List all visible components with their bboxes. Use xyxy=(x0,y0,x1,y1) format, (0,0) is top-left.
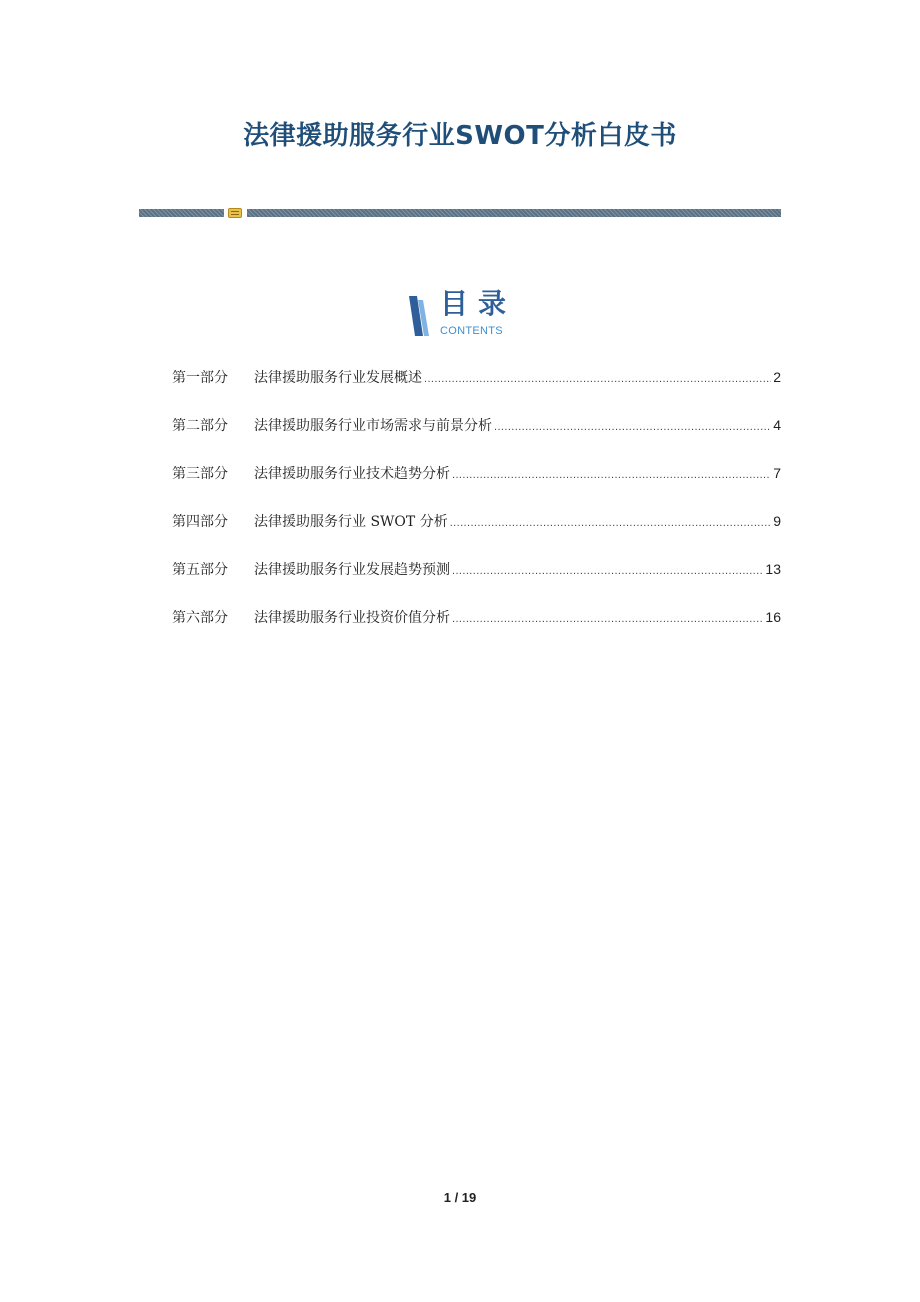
toc-dot-leader xyxy=(494,415,771,439)
toc-dot-leader xyxy=(452,559,763,583)
toc-entry-part: 第二部分 xyxy=(172,418,228,434)
toc-heading: 目录 xyxy=(440,287,517,320)
toc-entry-part: 第三部分 xyxy=(172,466,228,482)
toc-entry-title: 法律援助服务行业发展概述 xyxy=(254,370,422,386)
title-divider-right xyxy=(247,209,781,217)
toc-entry-part: 第六部分 xyxy=(172,610,228,626)
table-of-contents xyxy=(172,365,781,653)
toc-entry[interactable] xyxy=(172,557,781,581)
toc-dot-leader xyxy=(452,463,771,487)
toc-entry[interactable] xyxy=(172,605,781,629)
toc-entry[interactable] xyxy=(172,365,781,389)
toc-entry-page: 16 xyxy=(765,609,781,625)
page-number: 1 / 19 xyxy=(443,1190,477,1205)
toc-entry-part: 第一部分 xyxy=(172,370,228,386)
toc-entry[interactable] xyxy=(172,413,781,437)
toc-entry-title: 法律援助服务行业 SWOT 分析 xyxy=(254,514,448,530)
toc-entry-title: 法律援助服务行业市场需求与前景分析 xyxy=(254,418,492,434)
title-divider-left xyxy=(139,209,224,217)
toc-entry[interactable] xyxy=(172,461,781,485)
toc-entry-title: 法律援助服务行业投资价值分析 xyxy=(254,610,450,626)
toc-entry-page: 7 xyxy=(773,465,781,481)
toc-dot-leader xyxy=(452,607,763,631)
toc-dot-leader xyxy=(424,367,771,391)
toc-entry-title: 法律援助服务行业技术趋势分析 xyxy=(254,466,450,482)
toc-entry-page: 2 xyxy=(773,369,781,385)
toc-dot-leader xyxy=(450,511,772,535)
book-icon xyxy=(228,208,242,218)
toc-subheading: CONTENTS xyxy=(440,325,503,337)
toc-bookmark-icon xyxy=(408,296,430,336)
toc-entry-part: 第五部分 xyxy=(172,562,228,578)
toc-entry-page: 13 xyxy=(765,561,781,577)
toc-entry-title: 法律援助服务行业发展趋势预测 xyxy=(254,562,450,578)
toc-entry[interactable] xyxy=(172,509,781,533)
document-title: 法律援助服务行业SWOT分析白皮书 xyxy=(243,121,677,151)
toc-entry-page: 4 xyxy=(773,417,781,433)
toc-entry-part: 第四部分 xyxy=(172,514,228,530)
toc-entry-page: 9 xyxy=(773,513,781,529)
